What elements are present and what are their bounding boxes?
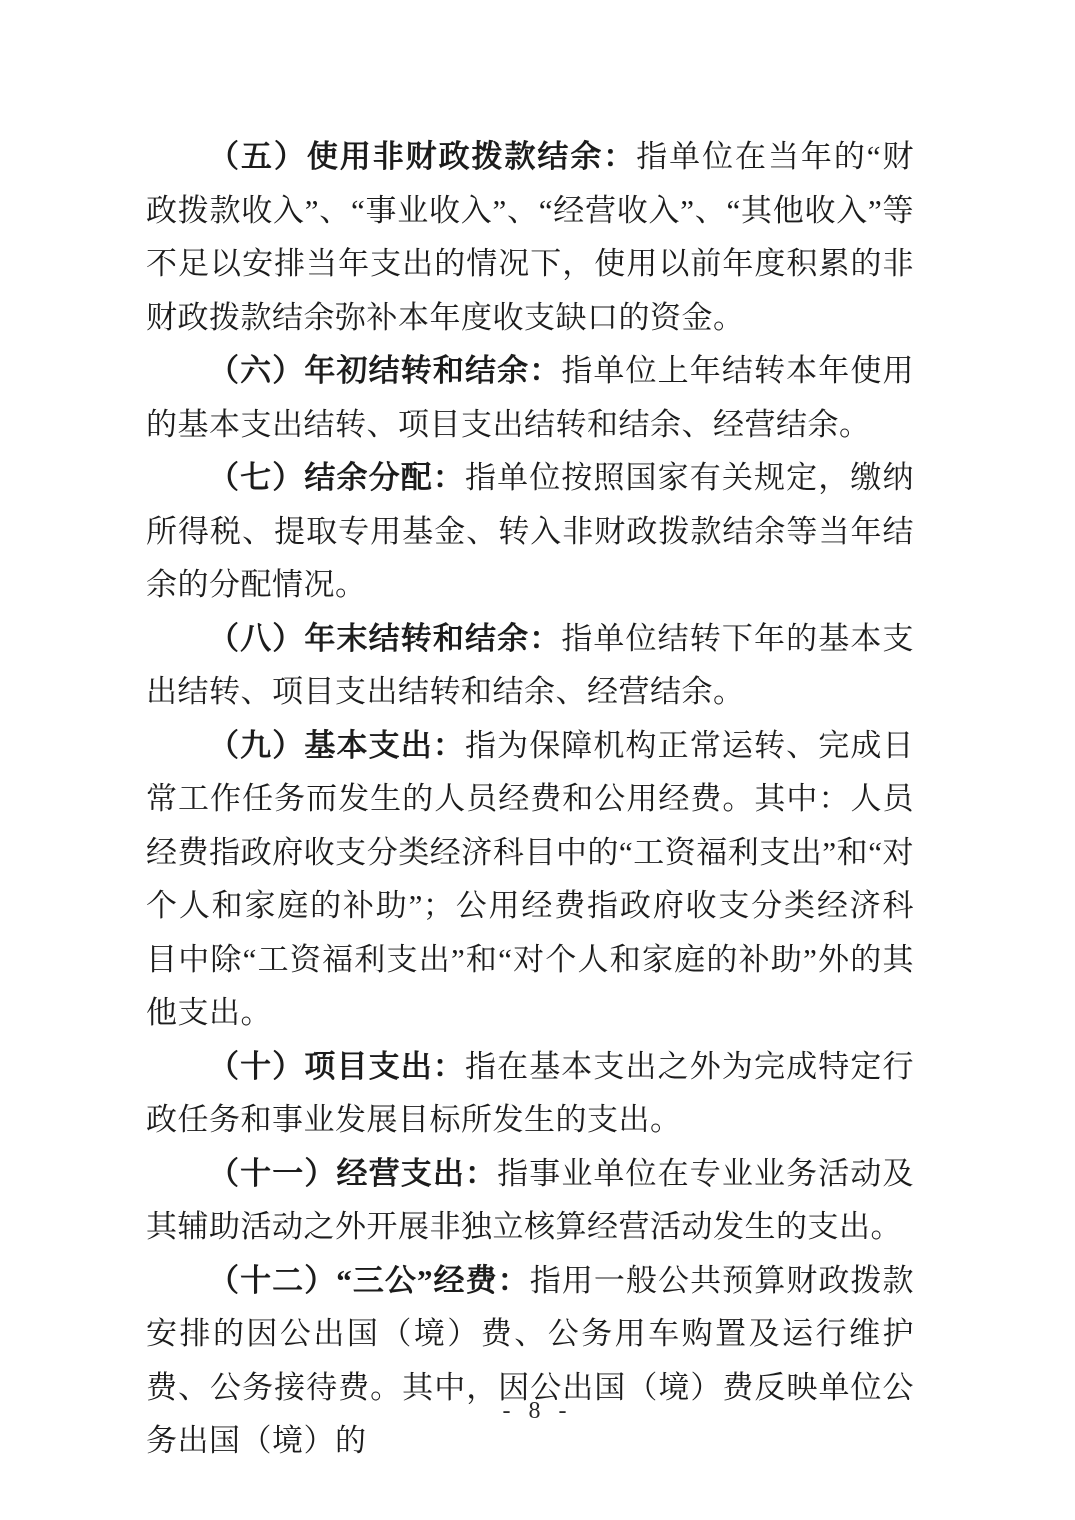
- paragraph-item-12: [146, 1254, 914, 1468]
- paragraph-item-7: [146, 451, 914, 612]
- paragraph-heading: （六）年初结转和结余：: [208, 353, 562, 388]
- paragraph-heading: （九）基本支出：: [208, 727, 465, 763]
- paragraph-text: 指单位上年结转本年使用的基本支出结转、项目支出结转和结余、经营结余。: [146, 353, 915, 442]
- paragraph-item-10: [146, 1040, 914, 1147]
- paragraph-heading: （八）年末结转和结余：: [208, 620, 562, 656]
- paragraph-text: 指单位结转下年的基本支出结转、项目支出结转和结余、经营结余。: [146, 620, 915, 709]
- document-body: [146, 130, 914, 1468]
- paragraph-item-11: [146, 1147, 914, 1254]
- paragraph-text: 指为保障机构正常运转、完成日常工作任务而发生的人员经费和公用经费。其中：人员经费指政府收支分类经济科目中的“工资福利支出”和“对个人和家庭的补助”；公用经费指政府收支分类经济科目中除“工资福利支出”和“对个人和家庭的补助”外的其他支出。: [146, 727, 914, 1030]
- paragraph-heading: （五）使用非财政拨款结余：: [208, 139, 637, 174]
- paragraph-text: 指在基本支出之外为完成特定行政任务和事业发展目标所发生的支出。: [146, 1048, 914, 1137]
- paragraph-heading: （十）项目支出：: [208, 1048, 465, 1084]
- paragraph-item-8: [146, 612, 914, 719]
- paragraph-text: 指用一般公共预算财政拨款安排的因公出国（境）费、公务用车购置及运行维护费、公务接待费。其中，因公出国（境）费反映单位公务出国（境）的: [146, 1262, 914, 1458]
- paragraph-item-6: [146, 344, 914, 451]
- paragraph-heading: （十二）“三公”经费：: [208, 1262, 530, 1298]
- paragraph-item-5: [146, 130, 914, 344]
- paragraph-text: 指事业单位在专业业务活动及其辅助活动之外开展非独立核算经营活动发生的支出。: [146, 1155, 915, 1244]
- paragraph-text: 指单位按照国家有关规定，缴纳所得税、提取专用基金、转入非财政拨款结余等当年结余的分配情况。: [146, 460, 914, 602]
- paragraph-heading: （七）结余分配：: [208, 460, 465, 495]
- page-number: - 8 -: [502, 1398, 573, 1424]
- paragraph-heading: （十一）经营支出：: [208, 1155, 498, 1191]
- paragraph-text: 指单位在当年的“财政拨款收入”、“事业收入”、“经营收入”、“其他收入”等不足以安排当年支出的情况下，使用以前年度积累的非财政拨款结余弥补本年度收支缺口的资金。: [146, 139, 914, 335]
- paragraph-item-9: [146, 719, 914, 1040]
